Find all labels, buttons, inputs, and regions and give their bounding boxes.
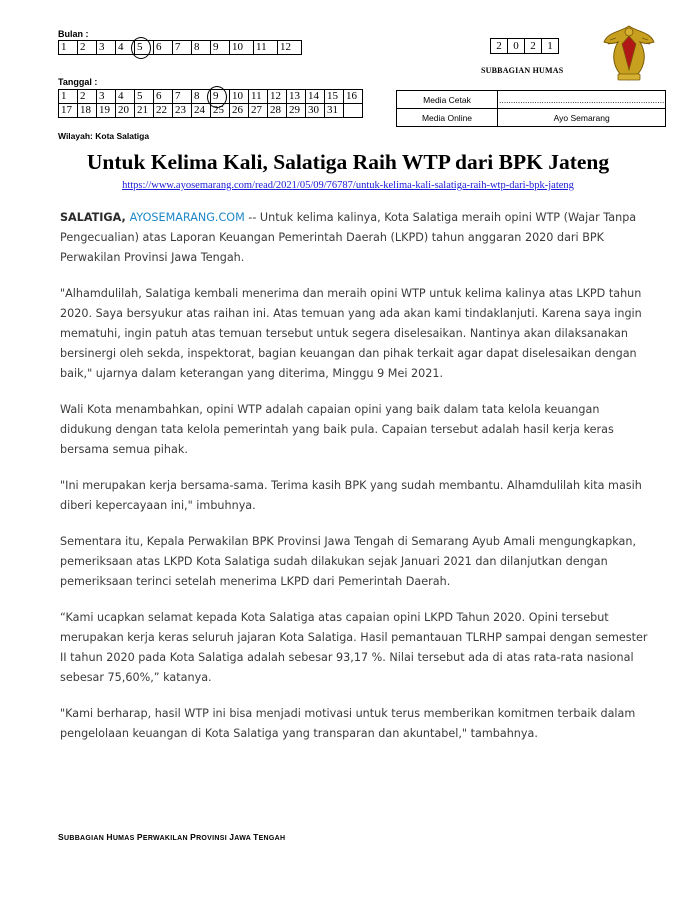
date-cell: 20 (116, 104, 135, 118)
date-cell: 4 (116, 90, 135, 104)
media-online-label: Media Online (397, 109, 498, 127)
date-cell: 24 (192, 104, 211, 118)
date-cell: 26 (230, 104, 249, 118)
lead-text: -- Untuk kelima kalinya, Kota Salatiga meraih opini WTP (Wajar Tanpa Pengecualian) atas Laporan Keuangan Pemerintah Daerah (LKPD) tahun anggaran 2020 dari BPK Perwakilan Provinsi Jawa Tengah. (60, 211, 637, 264)
date-cell: 18 (78, 104, 97, 118)
tanggal-label: Tanggal : (58, 77, 98, 87)
date-cell: 13 (287, 90, 306, 104)
media-online-value: Ayo Semarang (498, 109, 666, 127)
subbagian-label: SUBBAGIAN HUMAS (481, 66, 564, 75)
date-cell: 10 (230, 90, 249, 104)
date-cell: 25 (211, 104, 230, 118)
paragraph: Sementara itu, Kepala Perwakilan BPK Provinsi Jawa Tengah di Semarang Ayub Amali mengungkapkan, pemeriksaan atas LKPD Kota Salatiga sudah dilakukan sejak Januari 2021 dan dilanjutkan dengan pemeriksaan terinci setelah menerima LKPD dari Pemerintah Daerah. (60, 535, 637, 588)
media-table (396, 90, 666, 127)
month-cell: 10 (230, 41, 254, 55)
selection-circle (131, 37, 151, 59)
date-cell: 6 (154, 90, 173, 104)
footer-organization: SUBBAGIAN HUMAS PERWAKILAN PROVINSI JAWA TENGAH (58, 832, 286, 842)
bpk-emblem-icon (600, 22, 658, 84)
date-cell: 8 (192, 90, 211, 104)
month-cell: 5 (135, 41, 154, 55)
year-boxes (491, 38, 559, 54)
date-cell: 2 (78, 90, 97, 104)
headline: Untuk Kelima Kali, Salatiga Raih WTP dari BPK Jateng (86, 150, 610, 174)
date-cell: 14 (306, 90, 325, 104)
paragraph: "Ini merupakan kerja bersama-sama. Terima kasih BPK yang sudah membantu. Alhamdulilah kita masih diberi kepercayaan ini," imbuhnya. (60, 479, 642, 512)
month-cell: 11 (254, 41, 278, 55)
date-cell: 31 (325, 104, 344, 118)
media-cetak-value: ...................................................................... (498, 91, 666, 109)
date-cell: 30 (306, 104, 325, 118)
year-digit: 0 (507, 38, 525, 54)
date-cell (344, 104, 363, 118)
date-grid (58, 89, 363, 118)
month-grid (58, 40, 302, 55)
date-cell: 15 (325, 90, 344, 104)
month-cell: 7 (173, 41, 192, 55)
month-cell: 3 (97, 41, 116, 55)
date-cell: 5 (135, 90, 154, 104)
article-url-link[interactable]: https://www.ayosemarang.com/read/2021/05/09/76787/untuk-kelima-kali-salatiga-raih-wtp-dari-bpk-jateng (122, 180, 574, 191)
month-cell: 2 (78, 41, 97, 55)
date-cell: 1 (59, 90, 78, 104)
month-cell: 9 (211, 41, 230, 55)
lead-paragraph (60, 208, 648, 268)
article-body (60, 208, 648, 760)
date-cell: 27 (249, 104, 268, 118)
month-cell: 6 (154, 41, 173, 55)
date-cell: 7 (173, 90, 192, 104)
dateline-location: SALATIGA, (60, 211, 130, 224)
date-cell: 11 (249, 90, 268, 104)
date-cell: 22 (154, 104, 173, 118)
date-cell: 21 (135, 104, 154, 118)
date-cell: 16 (344, 90, 363, 104)
paragraph: "Alhamdulilah, Salatiga kembali menerima dan meraih opini WTP untuk kelima kalinya atas LKPD tahun 2020. Saya bersyukur atas raihan ini. Atas temuan yang ada akan kami tindaklanjuti. Karena saya ingin mematuhi, ingin patuh atas temuan tersebut untuk segera diselesaikan. Nantinya akan dilaksanakan bersinergi oleh sekda, inspektorat, bagian keuangan dan pihak terkait agar dapat diselesaikan dengan baik," ujarnya dalam keterangan yang diterima, Minggu 9 Mei 2021. (60, 287, 642, 380)
month-cell: 4 (116, 41, 135, 55)
date-cell: 17 (59, 104, 78, 118)
paragraph: “Kami ucapkan selamat kepada Kota Salatiga atas capaian opini LKPD Tahun 2020. Opini tersebut merupakan kerja keras seluruh jajaran Kota Salatiga. Hasil pemantauan TLRHP sampai dengan semester II tahun 2020 pada Kota Salatiga adalah sebesar 93,17 %. Nilai tersebut ada di atas rata-rata nasional sebesar 75,60%,” katanya. (60, 611, 648, 684)
date-cell: 28 (268, 104, 287, 118)
date-cell: 29 (287, 104, 306, 118)
bulan-label: Bulan : (58, 29, 89, 39)
year-digit: 2 (524, 38, 542, 54)
media-cetak-label: Media Cetak (397, 91, 498, 109)
paragraph: "Kami berharap, hasil WTP ini bisa menjadi motivasi untuk terus memberikan komitmen terbaik dalam pengelolaan keuangan di Kota Salatiga yang transparan dan akuntabel," tambahnya. (60, 707, 636, 740)
month-cell: 12 (278, 41, 302, 55)
date-cell: 12 (268, 90, 287, 104)
month-cell: 8 (192, 41, 211, 55)
date-cell: 3 (97, 90, 116, 104)
year-digit: 1 (541, 38, 559, 54)
date-cell: 19 (97, 104, 116, 118)
date-cell: 9 (211, 90, 230, 104)
source-name: AYOSEMARANG.COM (129, 211, 245, 224)
date-cell: 23 (173, 104, 192, 118)
paragraph: Wali Kota menambahkan, opini WTP adalah capaian opini yang baik dalam tata kelola keuangan didukung dengan tata kelola pemerintah yang baik pula. Capaian tersebut adalah hasil kerja keras bersama semua pihak. (60, 403, 614, 456)
month-cell: 1 (59, 41, 78, 55)
year-digit: 2 (490, 38, 508, 54)
wilayah-label: Wilayah: Kota Salatiga (58, 131, 150, 141)
